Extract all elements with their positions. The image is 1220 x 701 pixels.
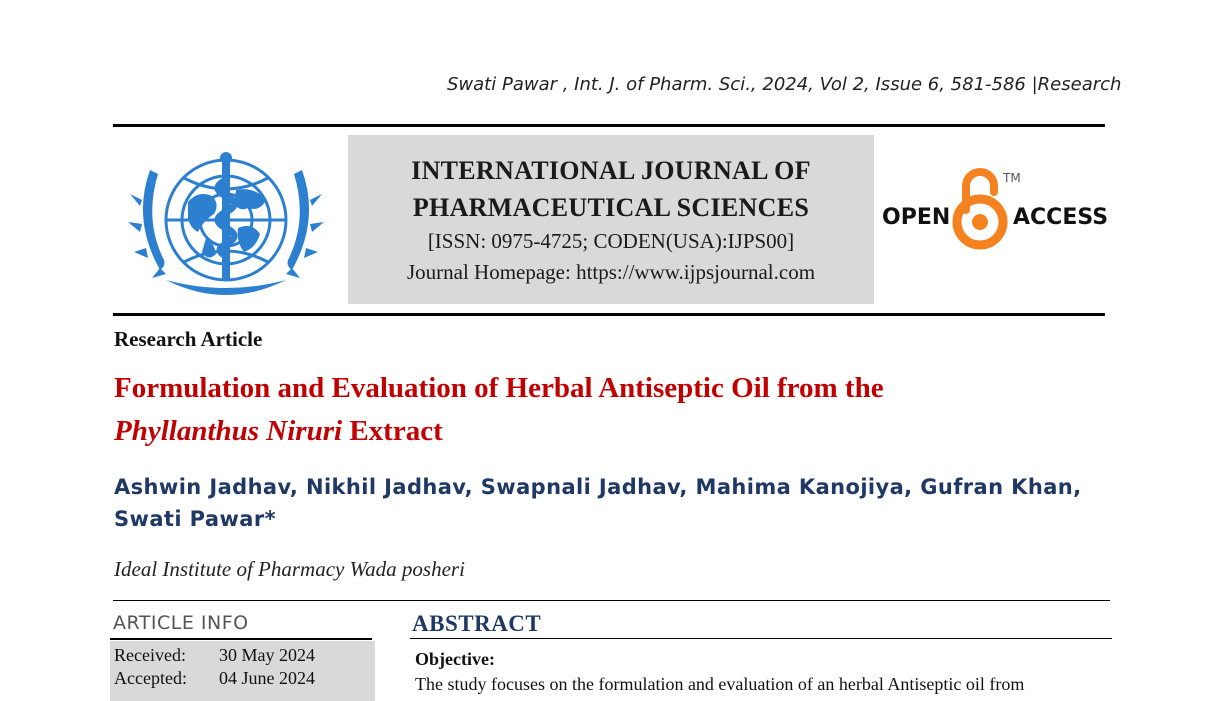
- objective-label: Objective:: [415, 649, 495, 669]
- article-title-line1: Formulation and Evaluation of Herbal Antiseptic Oil from the: [114, 372, 884, 404]
- article-title-suffix: Extract: [342, 415, 443, 447]
- open-lock-icon: [957, 172, 1003, 245]
- received-row: [114, 645, 315, 666]
- journal-title-line1: INTERNATIONAL JOURNAL OF: [411, 156, 811, 185]
- header-bottom-rule: [113, 313, 1105, 316]
- article-info-heading: ARTICLE INFO: [113, 612, 249, 634]
- abstract-heading: ABSTRACT: [412, 611, 542, 636]
- open-access-right-text: ACCESS: [1013, 205, 1109, 230]
- accepted-row: [114, 668, 315, 689]
- open-access-left-text: OPEN: [882, 205, 951, 230]
- authors-line2: Swati Pawar*: [114, 507, 276, 531]
- journal-masthead: [348, 135, 874, 304]
- abstract-text: The study focuses on the formulation and evaluation of an herbal Antiseptic oil from: [415, 674, 1025, 694]
- header-top-rule: [113, 124, 1105, 127]
- open-access-logo: [880, 166, 1110, 256]
- article-info-box: [110, 641, 375, 701]
- section-divider: [113, 600, 1110, 601]
- journal-homepage-link[interactable]: Journal Homepage: https://www.ijpsjournal.com: [406, 260, 816, 284]
- trademark-mark: TM: [1003, 171, 1021, 185]
- article-title-species: Phyllanthus Niruri: [114, 415, 343, 447]
- article-type: Research Article: [114, 327, 263, 351]
- article-info-rule: [110, 638, 372, 640]
- received-date: 30 May 2024: [219, 645, 315, 665]
- journal-title: [348, 152, 874, 226]
- article-title-line2: [114, 410, 1114, 453]
- running-header: Swati Pawar , Int. J. of Pharm. Sci., 2024, Vol 2, Issue 6, 581-586 |Research: [447, 74, 1122, 95]
- article-title: [114, 367, 1114, 453]
- abstract-rule: [410, 638, 1112, 639]
- journal-title-line2: PHARMACEUTICAL SCIENCES: [412, 193, 810, 222]
- who-emblem-logo: [126, 140, 326, 305]
- accepted-date: 04 June 2024: [219, 668, 315, 688]
- accepted-label: Accepted:: [114, 668, 187, 688]
- author-list: [114, 471, 1114, 535]
- affiliation: Ideal Institute of Pharmacy Wada posheri: [114, 557, 465, 581]
- authors-line1: Ashwin Jadhav, Nikhil Jadhav, Swapnali Jadhav, Mahima Kanojiya, Gufran Khan,: [114, 475, 1082, 499]
- journal-issn: [ISSN: 0975-4725; CODEN(USA):IJPS00]: [427, 229, 795, 253]
- received-label: Received:: [114, 645, 186, 665]
